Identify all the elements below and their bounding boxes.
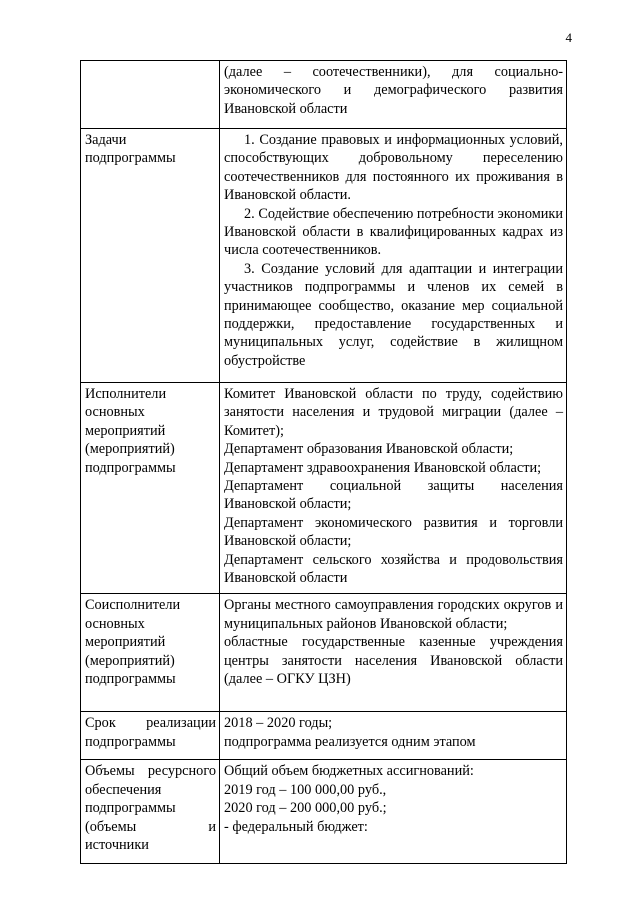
resource-line: - федеральный бюджет: xyxy=(224,818,368,835)
value-cell-executors xyxy=(220,383,567,594)
label-line: (мероприятий) xyxy=(85,441,175,458)
subprogram-passport-table xyxy=(80,60,567,864)
label-line: основных xyxy=(85,404,145,421)
label-line: мероприятий xyxy=(85,634,166,651)
label-line: основных xyxy=(85,615,145,632)
label-line: подпрограммы xyxy=(85,733,176,750)
label-line: (объемы и xyxy=(85,818,216,835)
table-row-term xyxy=(81,712,567,760)
label-cell-co-executors xyxy=(81,594,220,712)
label-cell-term xyxy=(81,712,220,760)
continuation-text: (далее – соотечественники), для социально-экономического и демографического развития Ивановской области xyxy=(224,64,563,117)
executor-item: Комитет Ивановской области по труду, содействию занятости населения и трудовой миграции (далее – Комитет); xyxy=(224,386,563,439)
executor-item: Департамент сельского хозяйства и продовольствия Ивановской области xyxy=(224,551,563,587)
label-line: мероприятий xyxy=(85,422,166,439)
value-cell-tasks xyxy=(220,129,567,383)
resource-line: 2020 год – 200 000,00 руб.; xyxy=(224,800,387,817)
co-executor-item: Органы местного самоуправления городских округов и муниципальных районов Ивановской области; xyxy=(224,597,563,632)
executor-item: Департамент социальной защиты населения Ивановской области; xyxy=(224,478,563,513)
term-line: 2018 – 2020 годы; xyxy=(224,715,333,732)
page-number: 4 xyxy=(565,30,572,45)
value-cell-term xyxy=(220,712,567,760)
label-line: подпрограммы xyxy=(85,459,176,476)
task-item-1: 1. Создание правовых и информационных условий, способствующих добровольному переселению соотечественников для постоянного их проживания в Ивановской области. xyxy=(224,132,563,204)
table-row-executors xyxy=(81,383,567,594)
label-line: Соисполнители xyxy=(85,597,181,614)
label-line: обеспечения xyxy=(85,781,162,798)
label-line: Исполнители xyxy=(85,386,167,402)
label-cell-tasks xyxy=(81,129,220,383)
value-cell-continuation xyxy=(220,61,567,129)
executor-item: Департамент образования Ивановской области; xyxy=(224,441,514,458)
table-row-tasks xyxy=(81,129,567,383)
executor-item: Департамент здравоохранения Ивановской области; xyxy=(224,459,542,476)
label-cell-executors xyxy=(81,383,220,594)
label-line: Объемы ресурсного xyxy=(85,763,216,780)
executor-item: Департамент экономического развития и торговли Ивановской области; xyxy=(224,514,563,550)
resource-line: 2019 год – 100 000,00 руб., xyxy=(224,781,387,798)
label-cell-empty xyxy=(81,61,220,129)
label-line: подпрограммы xyxy=(85,800,176,817)
label-line: Задачи xyxy=(85,132,127,148)
term-line: подпрограмма реализуется одним этапом xyxy=(224,733,476,750)
label-line: источники xyxy=(85,837,149,854)
label-line: подпрограммы xyxy=(85,150,176,167)
table-row-resources xyxy=(81,760,567,864)
label-line: подпрограммы xyxy=(85,671,176,688)
task-item-3: 3. Создание условий для адаптации и интеграции участников подпрограммы и членов их семей в принимающее сообщество, оказание мер социальной поддержки, предоставление государственных и муниципальных услуг, содействие в жилищном обустройстве xyxy=(224,260,563,369)
resource-line: Общий объем бюджетных ассигнований: xyxy=(224,763,474,780)
co-executor-item: областные государственные казенные учреждения центры занятости населения Ивановской области (далее – ОГКУ ЦЗН) xyxy=(224,634,563,688)
label-line: Срок реализации xyxy=(85,715,216,732)
table-row-co-executors xyxy=(81,594,567,712)
value-cell-co-executors xyxy=(220,594,567,712)
value-cell-resources xyxy=(220,760,567,864)
label-line: (мероприятий) xyxy=(85,652,175,669)
task-item-2: 2. Содействие обеспечению потребности экономики Ивановской области в квалифицированных кадрах из числа соотечественников. xyxy=(224,205,563,259)
label-cell-resources xyxy=(81,760,220,864)
table-row-continuation xyxy=(81,61,567,129)
